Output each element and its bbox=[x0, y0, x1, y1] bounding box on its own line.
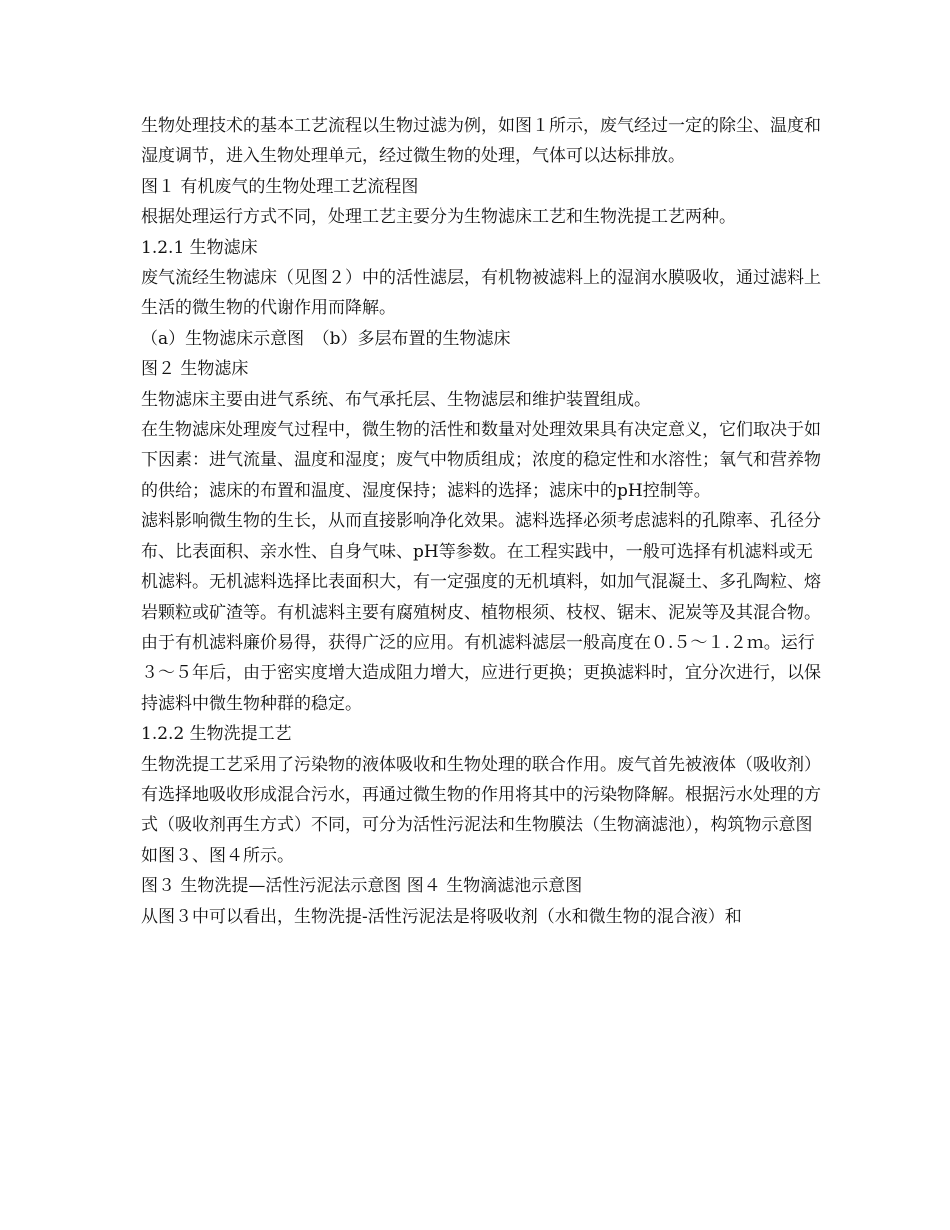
paragraph-bioscrubber: 生物洗提工艺采用了污染物的液体吸收和生物处理的联合作用。废气首先被液体（吸收剂）有选择地吸收形成混合污水，再通过微生物的作用将其中的污染物降解。根据污水处理的方式（吸收剂再生方式）不同，可分为活性污泥法和生物膜法（生物滴滤池），构筑物示意图如图３、图４所示。 bbox=[141, 754, 821, 866]
section-heading-1-2-2: 1.2.2 生物洗提工艺 bbox=[141, 724, 292, 745]
figure-2-caption: 图２ 生物滤床 bbox=[141, 359, 249, 380]
figure-3-4-caption: 图３ 生物洗提—活性污泥法示意图 图４ 生物滴滤池示意图 bbox=[141, 876, 583, 897]
paragraph-activated-sludge: 从图３中可以看出，生物洗提-活性污泥法是将吸收剂（水和微生物的混合液）和 bbox=[141, 906, 742, 927]
figure-2-subcaptions: （a）生物滤床示意图 （b）多层布置的生物滤床 bbox=[141, 328, 511, 349]
paragraph-biofilter-components: 生物滤床主要由进气系统、布气承托层、生物滤层和维护装置组成。 bbox=[141, 389, 651, 410]
section-heading-1-2-1: 1.2.1 生物滤床 bbox=[141, 237, 258, 258]
paragraph-biofilter-factors: 在生物滤床处理废气过程中，微生物的活性和数量对处理效果具有决定意义，它们取决于如下因素：进气流量、温度和湿度；废气中物质组成；浓度的稳定性和水溶性；氧气和营养物的供给；滤床的布置和温度、湿度保持；滤料的选择；滤床中的pH控制等。 bbox=[141, 420, 821, 501]
paragraph-biofilter-flow: 废气流经生物滤床（见图２）中的活性滤层，有机物被滤料上的湿润水膜吸收，通过滤料上生活的微生物的代谢作用而降解。 bbox=[141, 268, 821, 319]
document-body bbox=[141, 111, 821, 932]
paragraph-process-types: 根据处理运行方式不同，处理工艺主要分为生物滤床工艺和生物洗提工艺两种。 bbox=[141, 207, 736, 228]
paragraph-process-intro: 生物处理技术的基本工艺流程以生物过滤为例，如图１所示，废气经过一定的除尘、温度和湿度调节，进入生物处理单元，经过微生物的处理，气体可以达标排放。 bbox=[141, 116, 821, 167]
figure-1-caption: 图１ 有机废气的生物处理工艺流程图 bbox=[141, 176, 419, 197]
paragraph-filter-media: 滤料影响微生物的生长，从而直接影响净化效果。滤料选择必须考虑滤料的孔隙率、孔径分布、比表面积、亲水性、自身气味、pH等参数。在工程实践中，一般可选择有机滤料或无机滤料。无机滤料选择比表面积大，有一定强度的无机填料，如加气混凝土、多孔陶粒、熔岩颗粒或矿渣等。有机滤料主要有腐殖树皮、植物根须、枝杈、锯末、泥炭等及其混合物。由于有机滤料廉价易得，获得广泛的应用。有机滤料滤层一般高度在０.５～１.２ｍ。运行３～５年后，由于密实度增大造成阻力增大，应进行更换；更换滤料时，宜分次进行，以保持滤料中微生物种群的稳定。 bbox=[141, 511, 821, 714]
